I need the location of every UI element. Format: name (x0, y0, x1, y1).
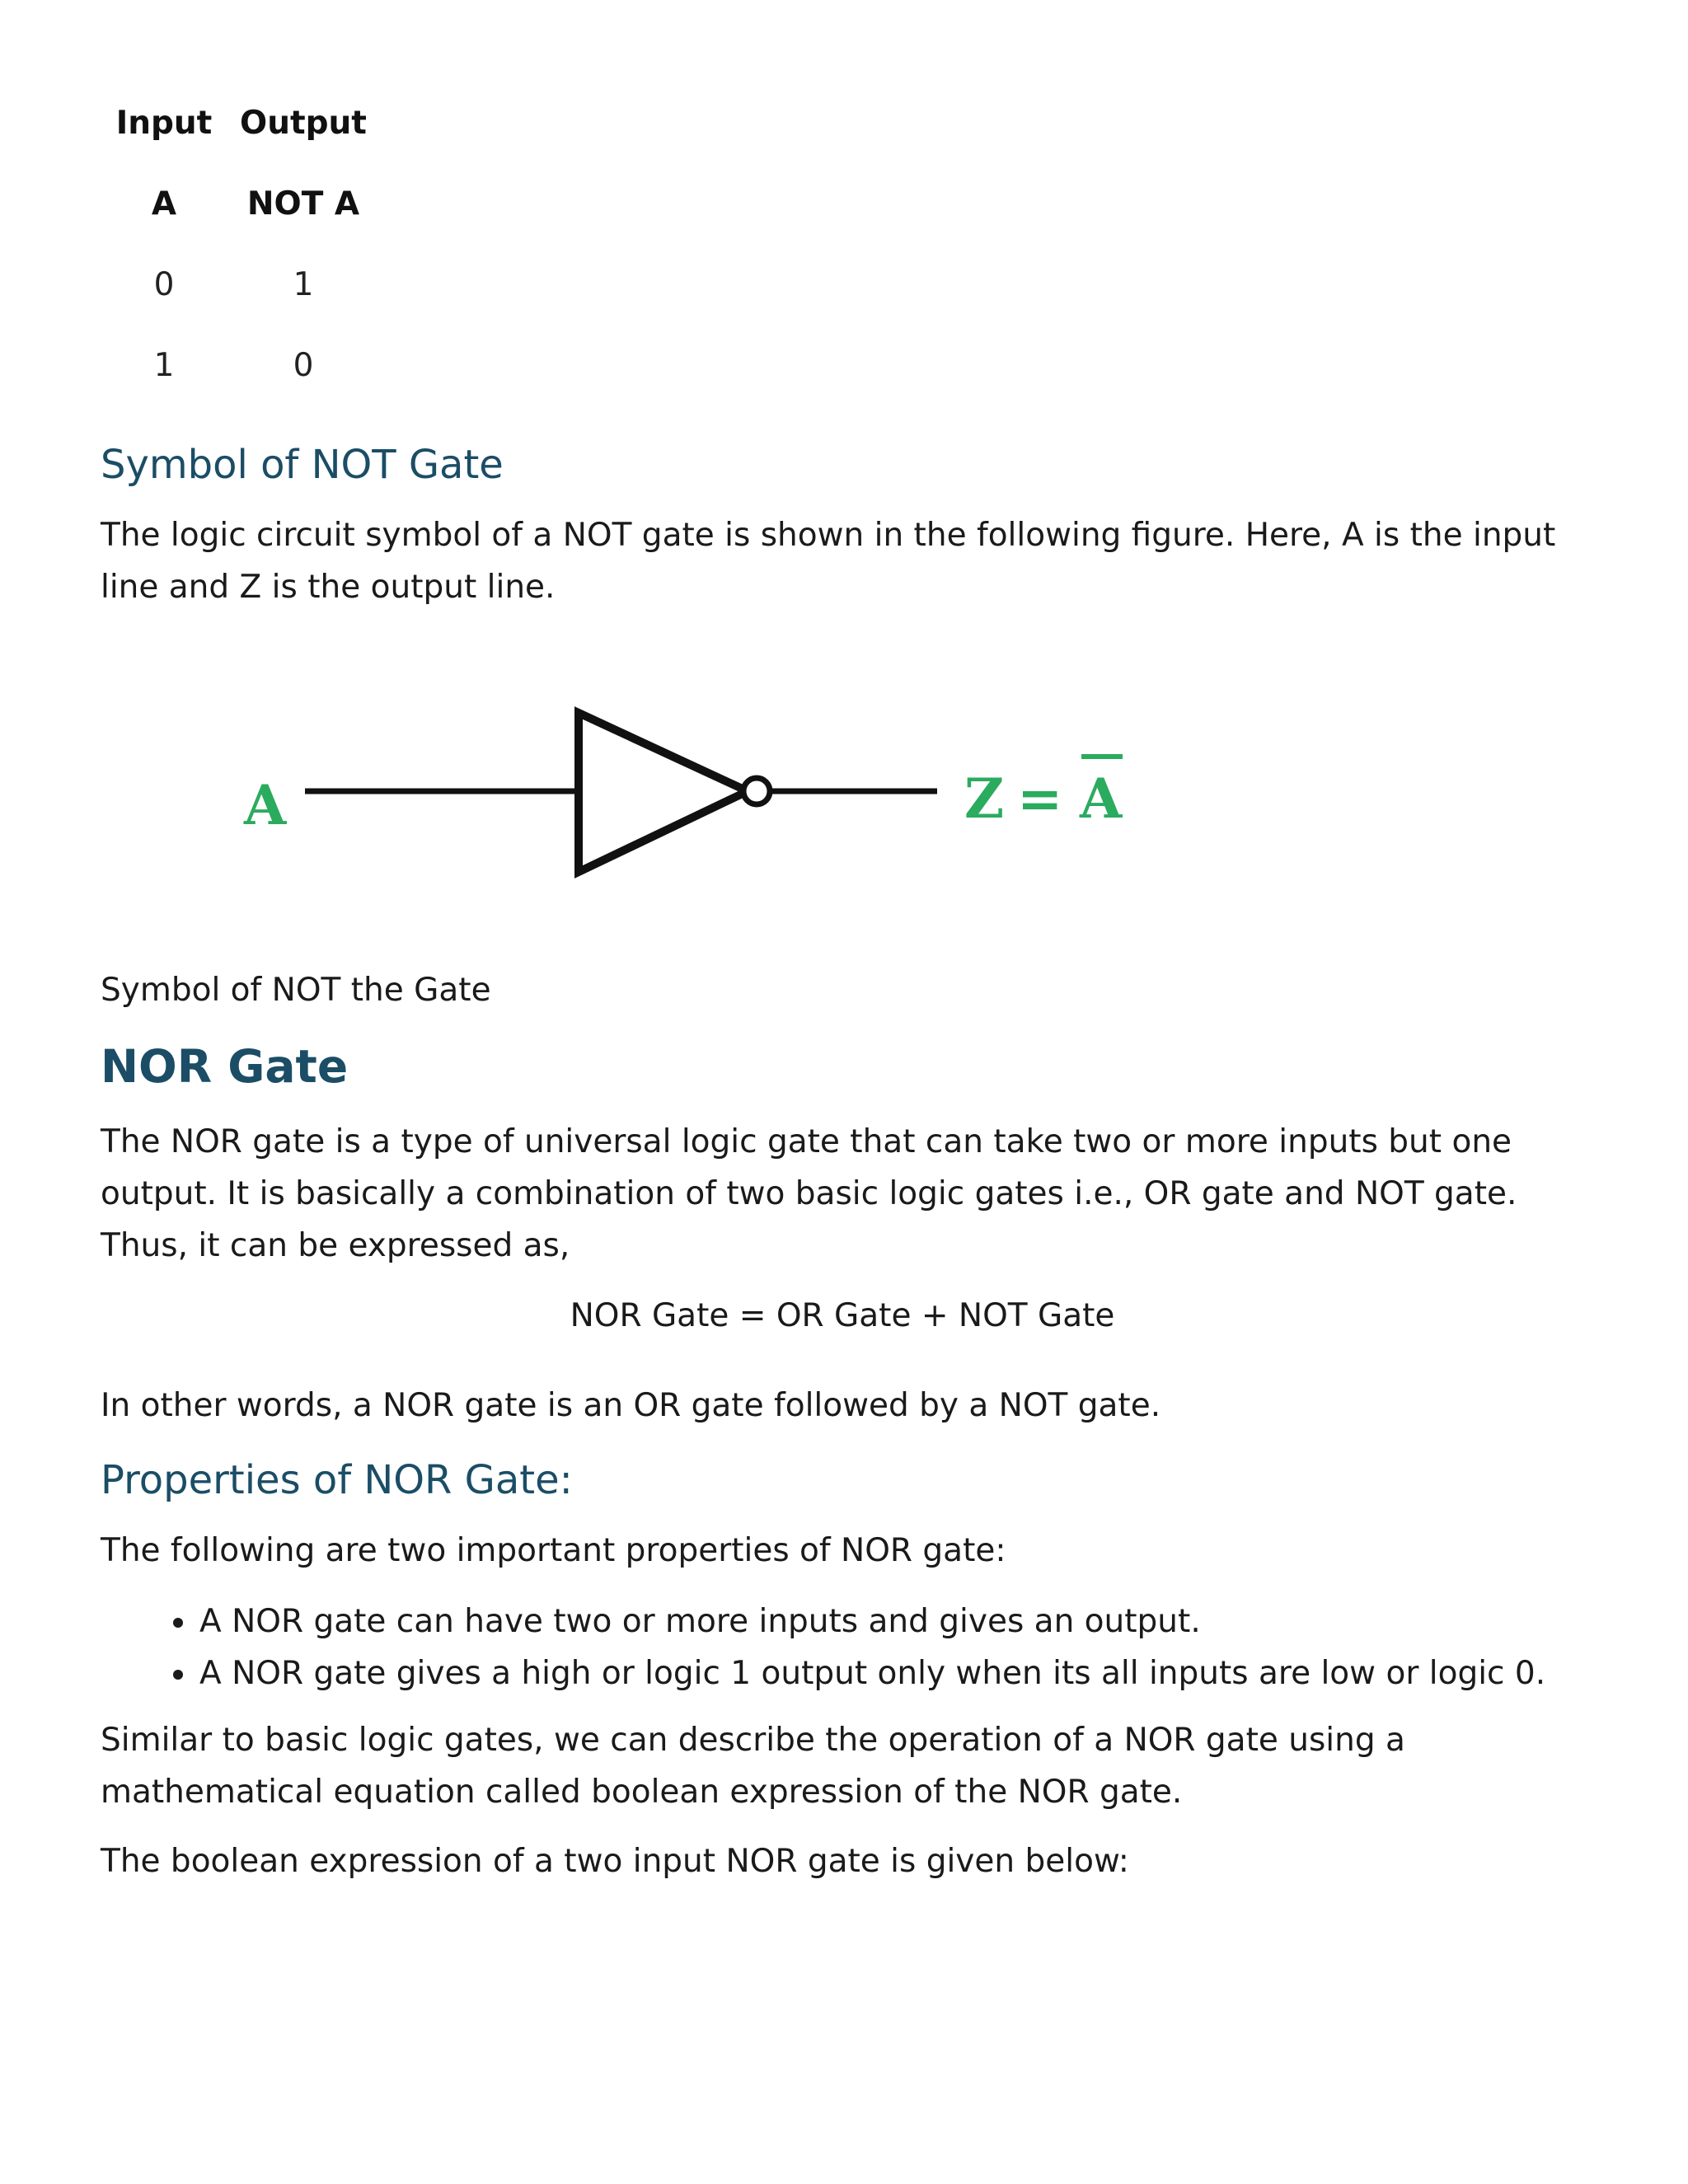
table-cell: 0 (153, 265, 175, 303)
buffer-triangle (579, 713, 748, 872)
nor-gate-equation: NOR Gate = OR Gate + NOT Gate (570, 1297, 1115, 1334)
table-row (101, 244, 379, 325)
nor-gate-after-paragraph: In other words, a NOR gate is an OR gate followed by a NOT gate. (101, 1387, 1161, 1424)
nor-gate-heading: NOR Gate (101, 1040, 349, 1093)
table-cell: 0 (293, 346, 314, 384)
inversion-bubble (743, 778, 770, 804)
properties-intro: The following are two important properties of NOR gate: (101, 1532, 1006, 1569)
figure-equals: = (1017, 766, 1063, 831)
symbol-paragraph: The logic circuit symbol of a NOT gate is shown in the following figure. Here, A is the input line and Z is the output line. (101, 517, 1556, 606)
truth-table-subheader-row (101, 163, 379, 244)
figure-output-a: A (1080, 766, 1123, 831)
truth-table-header-row (101, 82, 379, 163)
truth-table-header-output: Output (240, 104, 367, 142)
figure-caption: Symbol of NOT the Gate (101, 972, 491, 1009)
table-cell: 1 (153, 346, 175, 384)
figure-output-z: Z (964, 766, 1005, 831)
nor-gate-paragraph: The NOR gate is a type of universal logic gate that can take two or more inputs but one output. It is basically a combination of two basic logic gates i.e., OR gate and NOT gate. Thus, it can be expressed as, (101, 1123, 1517, 1264)
table-cell: 1 (293, 265, 314, 303)
truth-table-header-input: Input (115, 104, 213, 142)
table-row (101, 325, 379, 405)
boolean-expression-paragraph: The boolean expression of a two input NOR gate is given below: (101, 1843, 1129, 1880)
properties-list (101, 1596, 1599, 1699)
properties-heading: Properties of NOR Gate: (101, 1457, 573, 1503)
truth-table-subheader-not-a: NOT A (246, 185, 360, 223)
truth-table-subheader-a: A (151, 185, 177, 223)
not-gate-truth-table (101, 82, 379, 405)
not-gate-symbol-figure (134, 659, 1172, 898)
figure-input-label: A (244, 773, 287, 837)
list-item: • A NOR gate gives a high or logic 1 output only when its all inputs are low or logic 0. (198, 1647, 1599, 1699)
list-item: • A NOR gate can have two or more inputs and gives an output. (198, 1596, 1599, 1647)
boolean-intro-paragraph: Similar to basic logic gates, we can describe the operation of a NOR gate using a mathematical equation called boolean expression of the NOR gate. (101, 1722, 1405, 1811)
symbol-heading: Symbol of NOT Gate (101, 442, 504, 488)
